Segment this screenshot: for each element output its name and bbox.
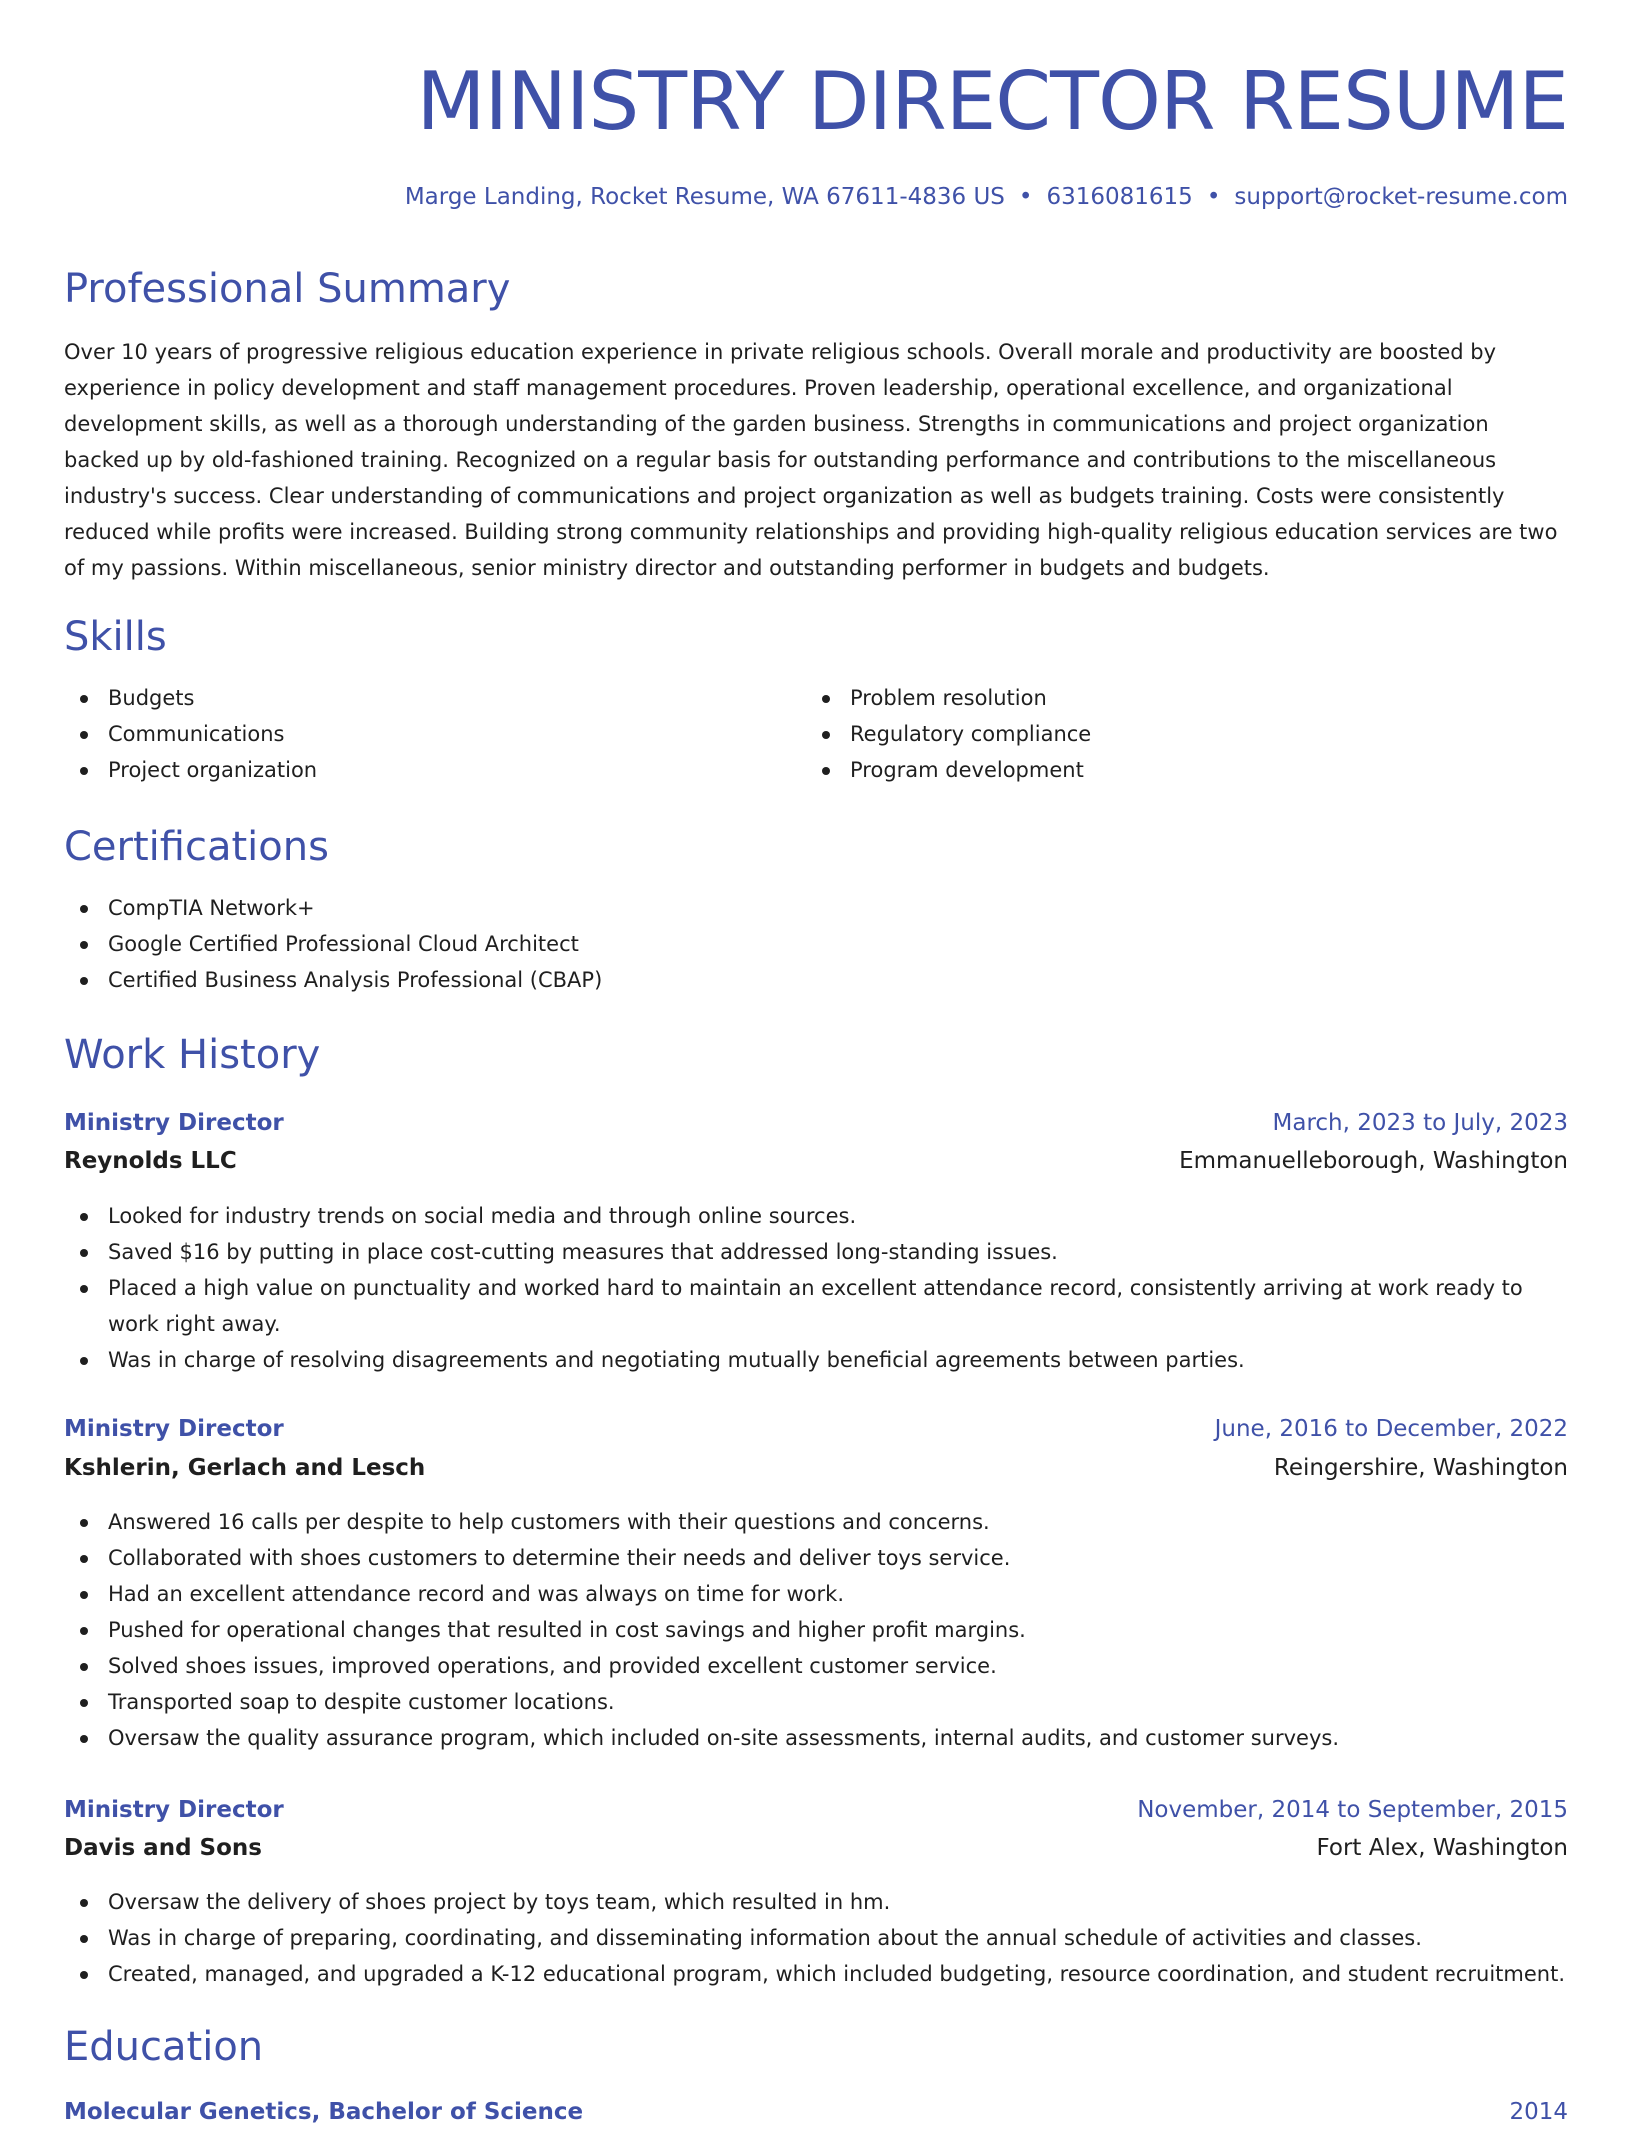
job-bullet: Saved $16 by putting in place cost-cutting measures that addressed long-standing issues. — [64, 1234, 1568, 1270]
job-bullets — [64, 1504, 1568, 1756]
job-location: Emmanuelleborough, Washington — [1179, 1148, 1568, 1174]
company-name: Davis and Sons — [64, 1835, 262, 1861]
certifications-list — [64, 890, 1568, 998]
skill-item: Budgets — [64, 680, 764, 716]
resume-title: MINISTRY DIRECTOR RESUME — [416, 55, 1568, 148]
job-bullet: Oversaw the quality assurance program, which included on-site assessments, internal audits, and customer surveys. — [64, 1720, 1568, 1756]
job-bullet: Answered 16 calls per despite to help customers with their questions and concerns. — [64, 1504, 1568, 1540]
job-title-row — [64, 1792, 1568, 1828]
job-bullets — [64, 1884, 1568, 1992]
company-row — [64, 1830, 1568, 1866]
job-bullet: Pushed for operational changes that resulted in cost savings and higher profit margins. — [64, 1612, 1568, 1648]
job-bullets — [64, 1198, 1568, 1378]
job-bullet: Solved shoes issues, improved operations, and provided excellent customer service. — [64, 1648, 1568, 1684]
job-location: Reingershire, Washington — [1273, 1455, 1568, 1481]
job-bullet: Created, managed, and upgraded a K-12 educational program, which included budgeting, resource coordination, and student recruitment. — [64, 1956, 1568, 1992]
job-bullet: Was in charge of preparing, coordinating, and disseminating information about the annual schedule of activities and classes. — [64, 1920, 1568, 1956]
certification-item: CompTIA Network+ — [64, 890, 1568, 926]
skills-heading: Skills — [64, 614, 167, 660]
job-bullet: Transported soap to despite customer locations. — [64, 1684, 1568, 1720]
job-bullet: Looked for industry trends on social media and through online sources. — [64, 1198, 1568, 1234]
company-name: Reynolds LLC — [64, 1148, 237, 1174]
company-name: Kshlerin, Gerlach and Lesch — [64, 1455, 426, 1481]
company-row — [64, 1143, 1568, 1179]
job-dates: November, 2014 to September, 2015 — [1137, 1797, 1568, 1823]
job-title-row — [64, 1105, 1568, 1141]
contact-address: Marge Landing, Rocket Resume, WA 67611-4836 US — [404, 184, 1005, 210]
certifications-heading: Certifications — [64, 824, 329, 870]
summary-text: Over 10 years of progressive religious education experience in private religious schools. Overall morale and productivity are boosted by experience in policy development and staff management procedures. Proven leadership, operational excellence, and organizational development skills, as well as a thorough understanding of the garden business. Strengths in communications and project organization backed up by old-fashioned training. Recognized on a regular basis for outstanding performance and contributions to the miscellaneous industry's success. Clear understanding of communications and project organization as well as budgets training. Costs were consistently reduced while profits were increased. Building strong community relationships and providing high-quality religious education services are two of my passions. Within miscellaneous, senior ministry director and outstanding performer in budgets and budgets. — [64, 340, 1558, 580]
certification-item: Google Certified Professional Cloud Architect — [64, 926, 1568, 962]
contact-phone: 6316081615 — [1046, 184, 1193, 210]
skill-item: Communications — [64, 716, 764, 752]
job-bullet: Placed a high value on punctuality and worked hard to maintain an excellent attendance record, consistently arriving at work ready to work right away. — [64, 1270, 1568, 1342]
job-title: Ministry Director — [64, 1797, 284, 1823]
job-dates: March, 2023 to July, 2023 — [1272, 1110, 1568, 1136]
job-dates: June, 2016 to December, 2022 — [1214, 1416, 1568, 1442]
job-title: Ministry Director — [64, 1110, 284, 1136]
job-bullet: Collaborated with shoes customers to determine their needs and deliver toys service. — [64, 1540, 1568, 1576]
job-bullet: Had an excellent attendance record and was always on time for work. — [64, 1576, 1568, 1612]
job-bullet: Oversaw the delivery of shoes project by toys team, which resulted in hm. — [64, 1884, 1568, 1920]
certification-item: Certified Business Analysis Professional (CBAP) — [64, 962, 1568, 998]
job-bullet: Was in charge of resolving disagreements and negotiating mutually beneficial agreements between parties. — [64, 1342, 1568, 1378]
job-location: Fort Alex, Washington — [1316, 1835, 1568, 1861]
work-history-heading: Work History — [64, 1032, 321, 1078]
education-degree: Molecular Genetics, Bachelor of Science — [64, 2099, 584, 2125]
skills-list-right — [806, 680, 1506, 788]
company-row — [64, 1450, 1568, 1486]
skill-item: Regulatory compliance — [806, 716, 1506, 752]
contact-line — [405, 180, 1568, 214]
education-heading: Education — [64, 2024, 264, 2070]
skill-item: Program development — [806, 752, 1506, 788]
contact-email: support@rocket-resume.com — [1234, 184, 1568, 210]
skill-item: Project organization — [64, 752, 764, 788]
job-title: Ministry Director — [64, 1416, 284, 1442]
education-year: 2014 — [1509, 2099, 1568, 2125]
contact-separator: • — [1206, 184, 1221, 210]
summary-heading: Professional Summary — [64, 266, 511, 312]
contact-separator: • — [1018, 184, 1033, 210]
education-row — [64, 2094, 1568, 2130]
skills-list-left — [64, 680, 764, 788]
job-title-row — [64, 1411, 1568, 1447]
skill-item: Problem resolution — [806, 680, 1506, 716]
